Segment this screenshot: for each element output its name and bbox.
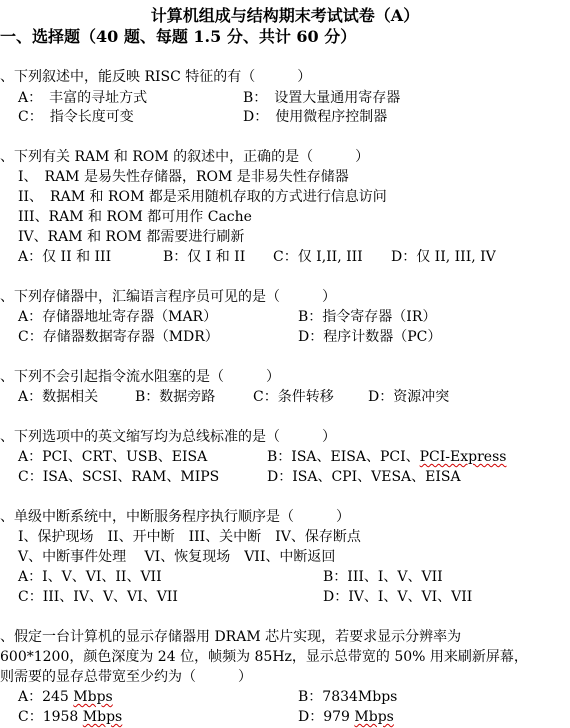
question-2-option-c: C：仅 I,II, III bbox=[273, 249, 363, 265]
question-7-option-b: B：7834Mbps bbox=[298, 689, 398, 705]
exam-title: 计算机组成与结构期末考试试卷（A） bbox=[150, 6, 420, 25]
question-7-stem: 、假定一台计算机的显示存储器用 DRAM 芯片实现，若要求显示分辨率为 bbox=[0, 629, 462, 645]
question-4-option-d: D：资源冲突 bbox=[368, 389, 450, 405]
question-2-option-b: B：仅 I 和 II bbox=[163, 249, 246, 265]
question-3-option-c: C：存储器数据寄存器（MDR） bbox=[18, 329, 219, 345]
question-3-option-d: D：程序计数器（PC） bbox=[298, 329, 442, 345]
question-1-option-b: B： 设置大量通用寄存器 bbox=[243, 90, 401, 106]
question-5-option-d: D：ISA、CPI、VESA、EISA bbox=[267, 469, 461, 485]
question-7-option-d-text: D：979 bbox=[298, 709, 355, 725]
question-6-steps: I、保护现场 II、开中断 III、关中断 IV、保存断点 bbox=[18, 529, 361, 545]
question-5-option-a: A：PCI、CRT、USB、EISA bbox=[18, 449, 208, 465]
question-7-option-c bbox=[18, 707, 122, 727]
question-2-stem: 、下列有关 RAM 和 ROM 的叙述中，正确的是（ ） bbox=[0, 149, 370, 165]
question-5-option-b-marked-term: PCI-Express bbox=[419, 449, 507, 465]
question-5-option-b bbox=[267, 447, 506, 467]
question-4-option-b: B：数据旁路 bbox=[135, 389, 216, 405]
question-7-option-a-text: A：245 bbox=[18, 689, 74, 705]
question-6-steps: V、中断事件处理 VI、恢复现场 VII、中断返回 bbox=[18, 549, 336, 565]
question-3-stem: 、下列存储器中，汇编语言程序员可见的是（ ） bbox=[0, 289, 336, 305]
question-1-option-a: A： 丰富的寻址方式 bbox=[18, 90, 148, 106]
question-4-stem: 、下列不会引起指令流水阻塞的是（ ） bbox=[0, 369, 280, 385]
question-6-stem: 、单级中断系统中，中断服务程序执行顺序是（ ） bbox=[0, 509, 350, 525]
question-6-option-b: B：III、I、V、VII bbox=[323, 569, 443, 585]
question-7-option-a bbox=[18, 687, 113, 707]
question-4-option-c: C：条件转移 bbox=[253, 389, 334, 405]
question-2-statement: I、 RAM 是易失性存储器，ROM 是非易失性存储器 bbox=[18, 169, 349, 185]
question-5-option-b-text: B：ISA、EISA、PCI、 bbox=[267, 449, 420, 465]
question-1-stem: 、下列叙述中，能反映 RISC 特征的有（ ） bbox=[0, 69, 312, 85]
question-2-statement: IV、RAM 和 ROM 都需要进行刷新 bbox=[18, 229, 245, 245]
question-2-option-d: D：仅 II, III, IV bbox=[391, 249, 496, 265]
question-6-option-c: C：III、IV、V、VI、VII bbox=[18, 589, 178, 605]
question-3-option-a: A：存储器地址寄存器（MAR） bbox=[18, 309, 218, 325]
question-5-option-c: C：ISA、SCSI、RAM、MIPS bbox=[18, 469, 220, 485]
question-7-option-a-marked-term: Mbps bbox=[73, 689, 113, 705]
question-2-statement: III、RAM 和 ROM 都可用作 Cache bbox=[18, 209, 252, 225]
question-4-option-a: A：数据相关 bbox=[18, 389, 99, 405]
question-7-stem: 600*1200，颜色深度为 24 位，帧频为 85Hz，显示总带宽的 50% 用来刷新屏幕， bbox=[0, 649, 528, 665]
section-heading: 一、选择题（40 题、每题 1.5 分、共计 60 分） bbox=[0, 27, 357, 46]
question-1-option-d: D： 使用微程序控制器 bbox=[243, 109, 388, 125]
question-3-option-b: B：指令寄存器（IR） bbox=[298, 309, 437, 325]
question-5-stem: 、下列选项中的英文缩写均为总线标准的是（ ） bbox=[0, 429, 336, 445]
question-6-option-d: D：IV、I、V、VI、VII bbox=[323, 589, 473, 605]
question-1-option-c: C： 指令长度可变 bbox=[18, 109, 134, 125]
question-7-option-c-text: C：1958 bbox=[18, 709, 83, 725]
question-7-option-d-marked-term: Mbps bbox=[354, 709, 394, 725]
question-7-stem: 则需要的显存总带宽至少约为（ ） bbox=[0, 669, 252, 685]
question-2-statement: II、 RAM 和 ROM 都是采用随机存取的方式进行信息访问 bbox=[18, 189, 387, 205]
question-7-option-d bbox=[298, 707, 394, 727]
question-6-option-a: A：I、V、VI、II、VII bbox=[18, 569, 162, 585]
question-2-option-a: A：仅 II 和 III bbox=[18, 249, 112, 265]
question-7-option-c-marked-term: Mbps bbox=[82, 709, 123, 725]
